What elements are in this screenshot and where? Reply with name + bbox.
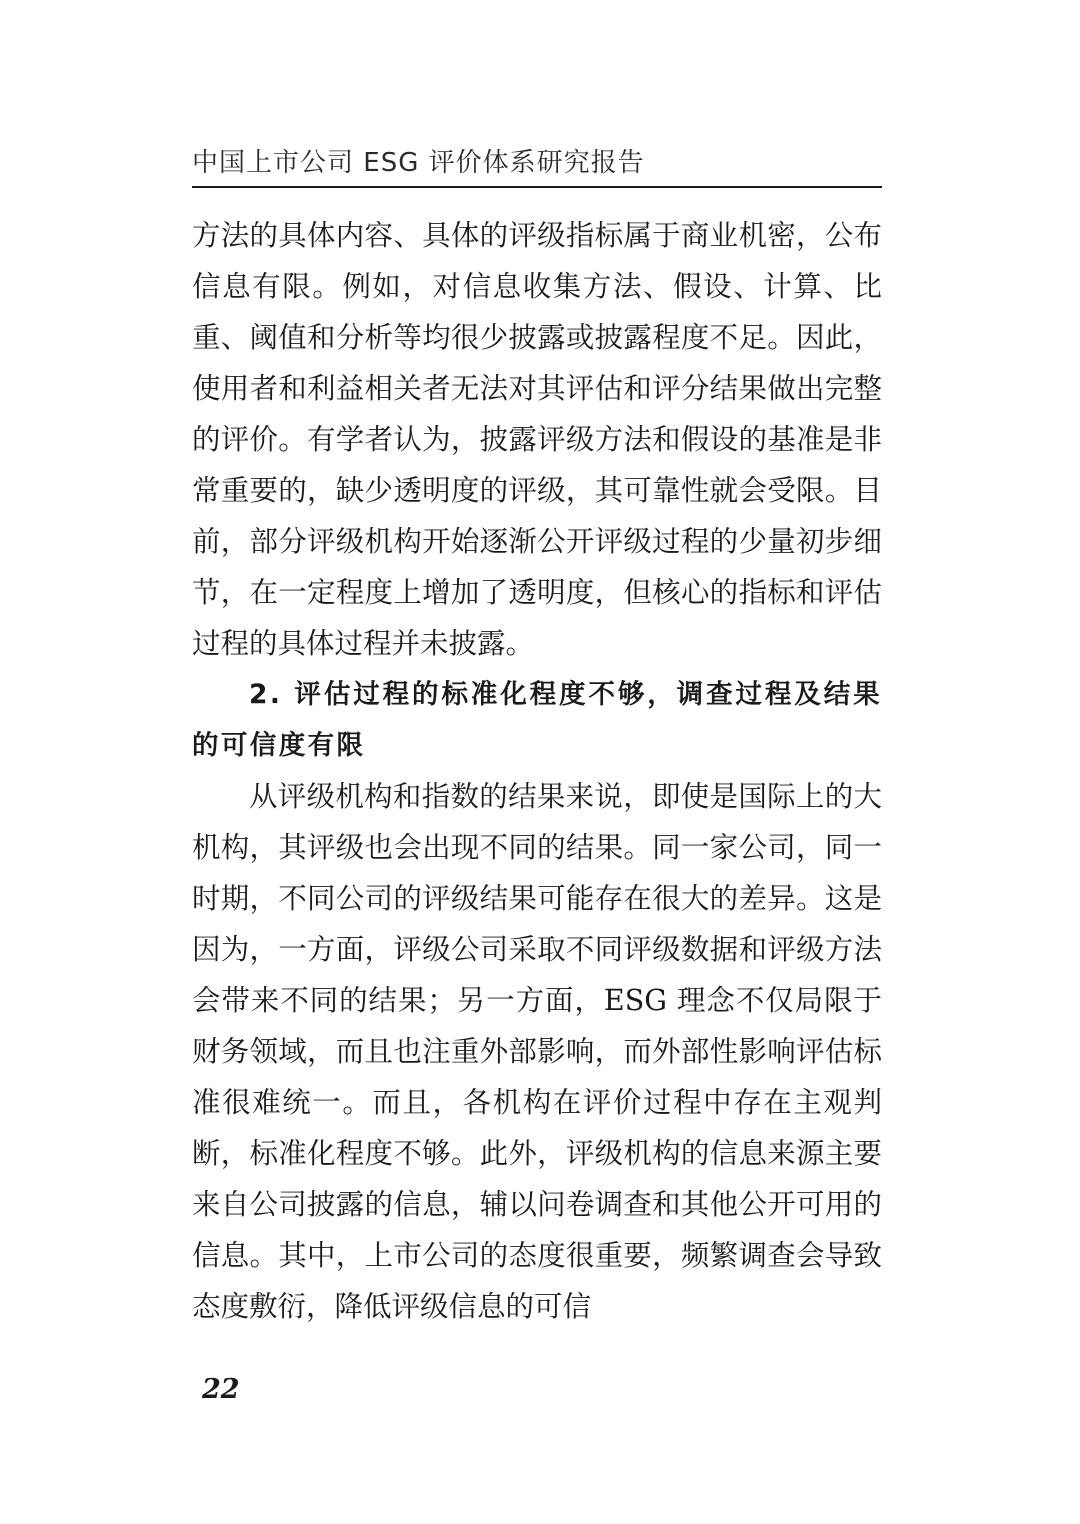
- section-heading-2: 2. 评估过程的标准化程度不够，调查过程及结果的可信度有限: [192, 679, 882, 761]
- page-body: [192, 210, 882, 1332]
- running-header: 中国上市公司 ESG 评价体系研究报告: [192, 140, 882, 188]
- page-number: 22: [202, 1374, 240, 1405]
- body-paragraph: 从评级机构和指数的结果来说，即使是国际上的大机构，其评级也会出现不同的结果。同一家公司，同一时期，不同公司的评级结果可能存在很大的差异。这是因为，一方面，评级公司采取不同评级数据和评级方法会带来不同的结果；另一方面，ESG 理念不仅局限于财务领域，而且也注重外部影响，而外部性影响评估标准很难统一。而且，各机构在评价过程中存在主观判断，标准化程度不够。此外，评级机构的信息来源主要来自公司披露的信息，辅以问卷调查和其他公开可用的信息。其中，上市公司的态度很重要，频繁调查会导致态度敷衍，降低评级信息的可信: [192, 780, 882, 1323]
- body-paragraph-continued: 方法的具体内容、具体的评级指标属于商业机密，公布信息有限。例如，对信息收集方法、假设、计算、比重、阈值和分析等均很少披露或披露程度不足。因此，使用者和利益相关者无法对其评估和评分结果做出完整的评价。有学者认为，披露评级方法和假设的基准是非常重要的，缺少透明度的评级，其可靠性就会受限。目前，部分评级机构开始逐渐公开评级过程的少量初步细节，在一定程度上增加了透明度，但核心的指标和评估过程的具体过程并未披露。: [192, 219, 882, 660]
